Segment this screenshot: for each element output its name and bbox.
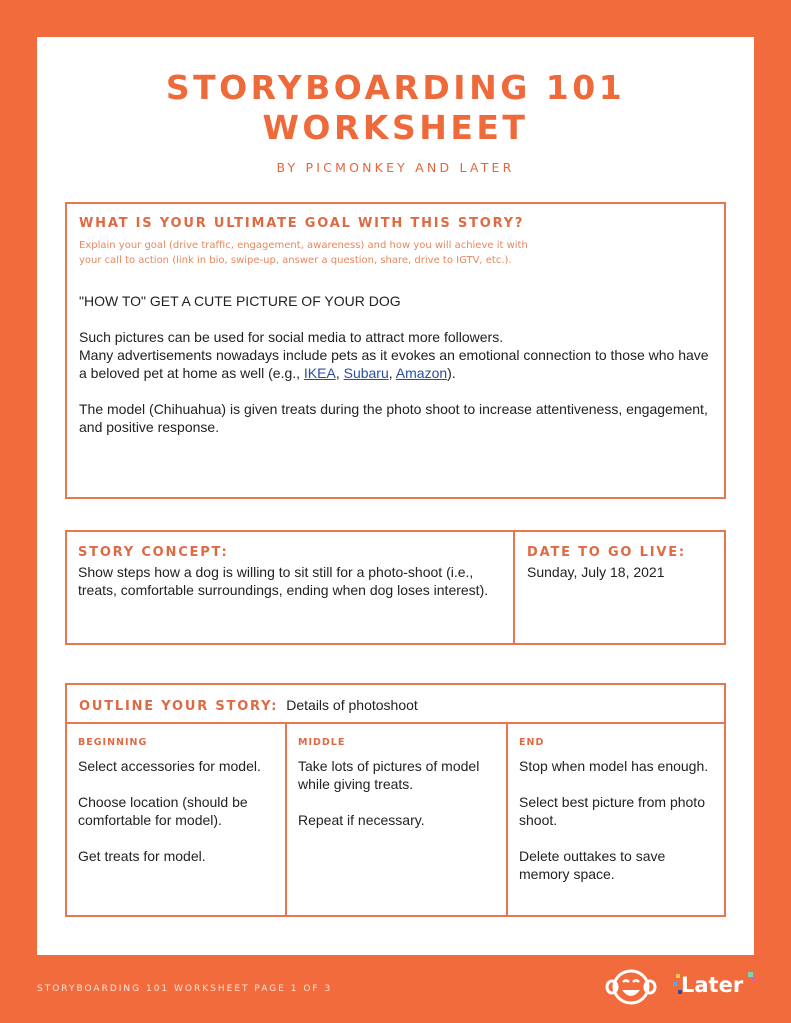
goal-heading: WHAT IS YOUR ULTIMATE GOAL WITH THIS STORY? <box>79 216 525 231</box>
goal-hint-line: Explain your goal (drive traffic, engagement, awareness) and how you will achieve it with <box>79 240 528 251</box>
answer-title: "HOW TO" GET A CUTE PICTURE OF YOUR DOG <box>79 293 401 309</box>
story-concept-text: Show steps how a dog is willing to sit still for a photo-shoot (i.e., treats, comfortable surroundings, ending when dog loses interest). <box>78 564 489 598</box>
outline-item: Delete outtakes to save memory space. <box>519 848 666 882</box>
outline-header <box>67 685 724 724</box>
outline-column-beginning <box>67 724 287 915</box>
separator: , <box>335 365 344 381</box>
outline-section <box>65 683 726 917</box>
link-ikea[interactable]: IKEA <box>303 365 336 381</box>
outline-item: Stop when model has enough. <box>519 758 709 774</box>
concept-section <box>65 530 726 645</box>
title-line-1: STORYBOARDING 101 <box>165 68 626 107</box>
outline-item: Select accessories for model. <box>78 758 261 774</box>
later-logo-text: Later <box>681 973 744 997</box>
page-title <box>0 68 791 148</box>
story-concept-cell <box>67 532 515 643</box>
date-heading: DATE TO GO LIVE: <box>527 545 686 560</box>
date-value: Sunday, July 18, 2021 <box>527 564 665 580</box>
outline-heading: OUTLINE YOUR STORY: <box>79 699 279 714</box>
story-concept-heading: STORY CONCEPT: <box>78 545 229 560</box>
answer-paragraph-2: The model (Chihuahua) is given treats during the photo shoot to increase attentiveness, engagement, and positive response. <box>79 401 708 435</box>
link-amazon[interactable]: Amazon <box>395 365 448 381</box>
goal-section <box>65 202 726 499</box>
goal-hint <box>79 238 712 268</box>
goal-hint-line: your call to action (link in bio, swipe-up, answer a question, share, drive to IGTV, etc.). <box>79 255 512 266</box>
outline-column-end <box>508 724 724 915</box>
answer-text: ). <box>447 365 456 381</box>
column-label: MIDDLE <box>298 737 346 748</box>
outline-item: Take lots of pictures of model while giving treats. <box>298 758 480 792</box>
column-label: END <box>519 737 545 748</box>
outline-subtitle: Details of photoshoot <box>286 697 418 713</box>
answer-text: Many advertisements nowadays include pets as it evokes an emotional connection to those who have a beloved pet at home as well (e.g., <box>79 347 709 381</box>
column-label: BEGINNING <box>78 737 148 748</box>
outline-item: Choose location (should be comfortable for model). <box>78 794 248 828</box>
goal-answer <box>79 292 712 436</box>
outline-column-middle <box>287 724 508 915</box>
footer-page-label: STORYBOARDING 101 WORKSHEET PAGE 1 OF 3 <box>37 984 333 994</box>
answer-text: Such pictures can be used for social media to attract more followers. <box>79 329 504 345</box>
outline-item: Get treats for model. <box>78 848 206 864</box>
separator: , <box>388 365 396 381</box>
outline-item: Select best picture from photo shoot. <box>519 794 705 828</box>
answer-paragraph-1 <box>79 328 712 382</box>
outline-item: Repeat if necessary. <box>298 812 425 828</box>
link-subaru[interactable]: Subaru <box>343 365 389 381</box>
later-logo <box>672 966 762 1006</box>
outline-columns <box>67 724 724 915</box>
page-subtitle: BY PICMONKEY AND LATER <box>276 160 515 175</box>
picmonkey-logo-icon <box>604 968 658 1006</box>
date-cell <box>515 532 724 643</box>
title-line-2: WORKSHEET <box>262 108 529 147</box>
